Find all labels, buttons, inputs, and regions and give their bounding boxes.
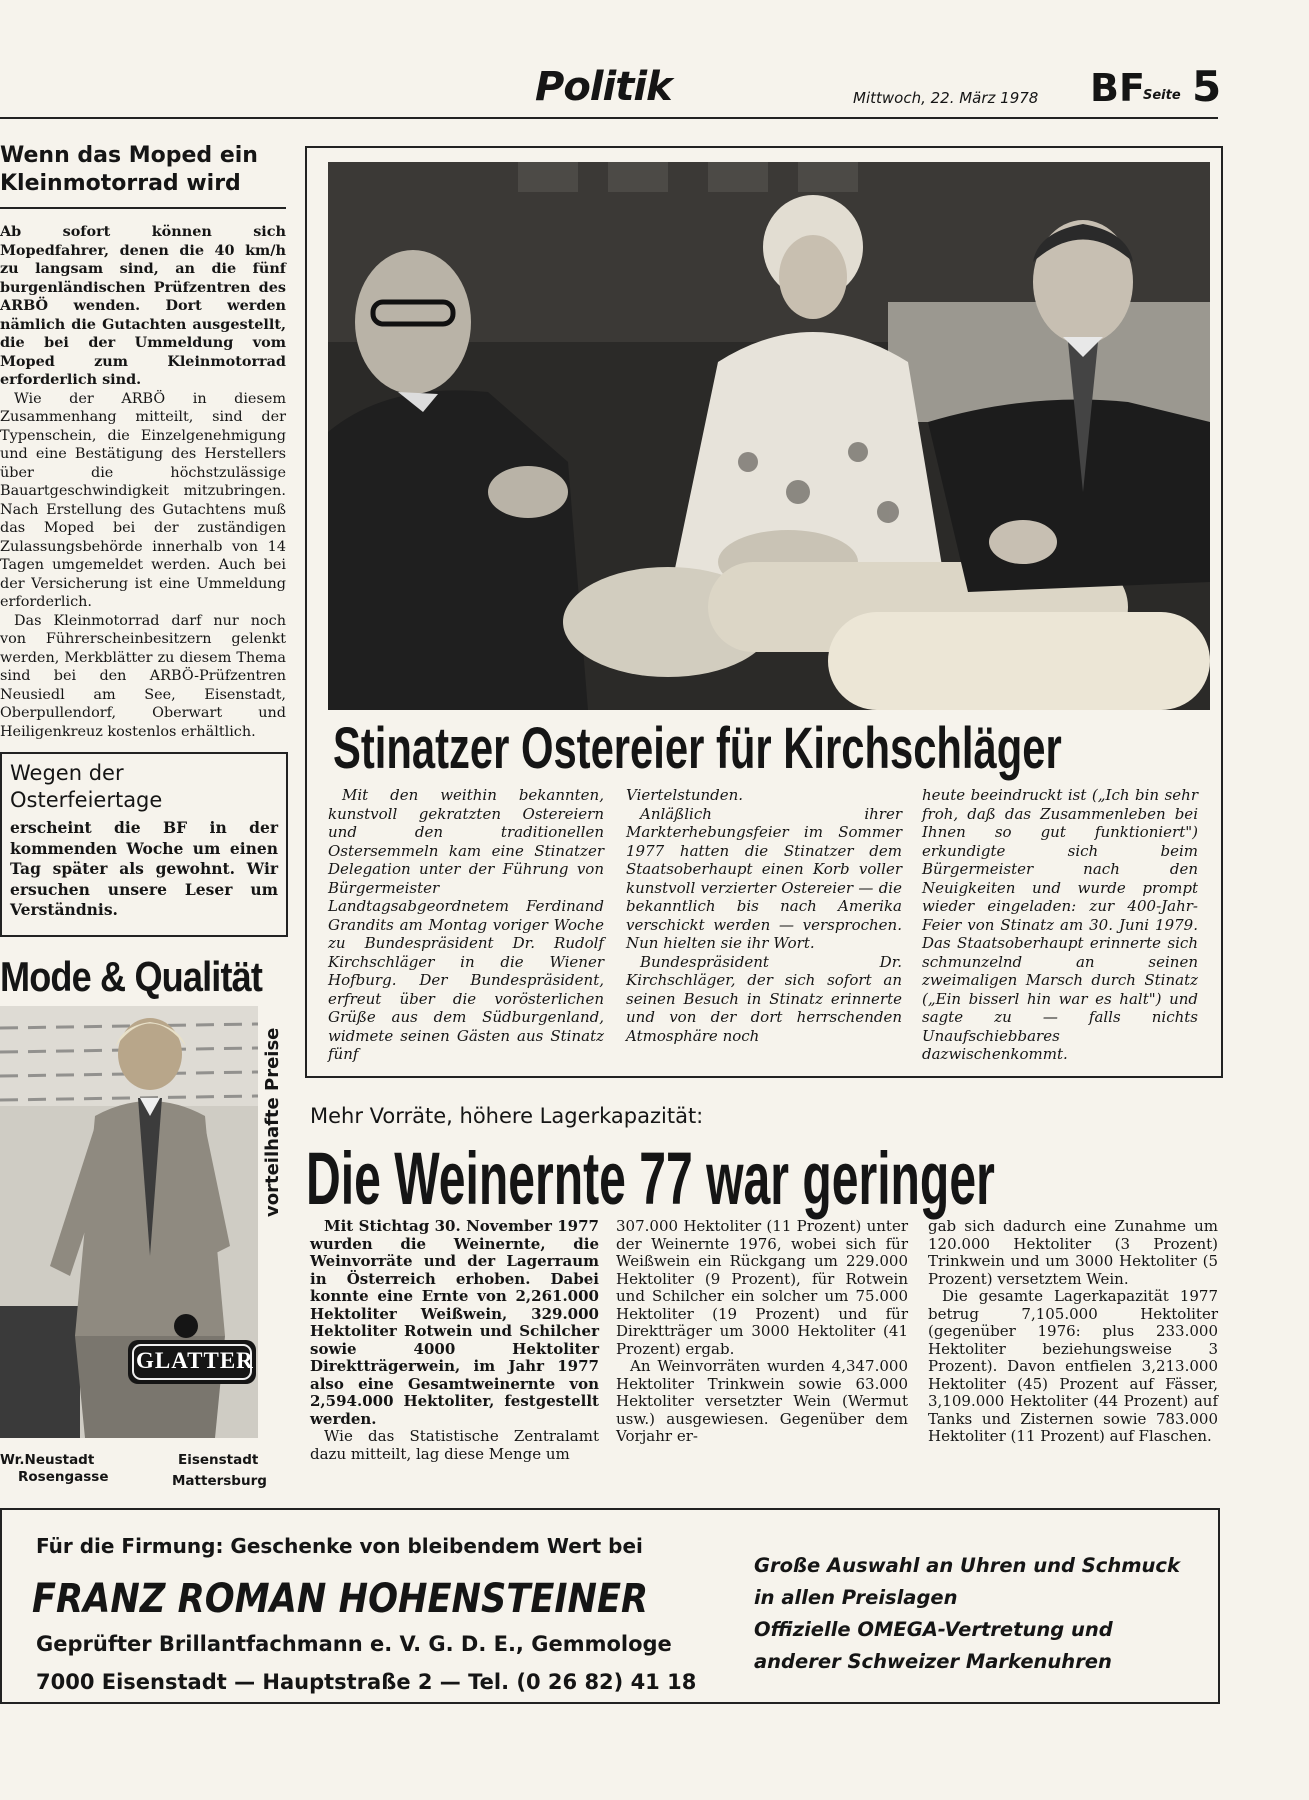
offer-line-3: Offizielle OMEGA-Vertretung und: [754, 1618, 1113, 1641]
moped-para1: Wie der ARBÖ in diesem Zusammenhang mitteilt, sind der Typenschein, die Einzelgenehmigung und eine Bestätigung des Herstellers über die höchstzulässige Bauartgeschwindigkeit mitzubringen. Nach Erstellung des Gutachtens muß das Moped bei der zuständigen Zulassungsbehörde innerhalb von 14 Tagen umgemeldet werden. Auch bei der Versicherung ist eine Ummeldung erforderlich.: [0, 390, 286, 610]
easter-col1-text: Mit den weithin bekannten, kunstvoll gekratzten Ostereiern und den traditionellen Ostersemmeln kam eine Stinatzer Delegation unter der Führung von Bürgermeister Landtagsabgeordnetem Ferdinand Grandits am Montag voriger Woche zu Bundespräsident Dr. Rudolf Kirchschläger in die Wiener Hofburg. Der Bundespräsident, erfreut über die vorösterlichen Grüße aus dem Südburgenland, widmete seinen Gästen aus Stinatz fünf: [328, 786, 604, 1063]
location2-street: Mattersburg: [172, 1473, 267, 1489]
jeweler-offers: [754, 1550, 1180, 1678]
issue-date: Mittwoch, 22. März 1978: [853, 89, 1039, 107]
jeweler-address: 7000 Eisenstadt — Hauptstraße 2 — Tel. (0 26 82) 41 18: [36, 1670, 697, 1694]
wine-col2b: An Weinvorräten wurden 4,347.000 Hektoliter Trinkwein sowie 63.000 Hektoliter versetzter Wein (Wermut usw.) ausgewiesen. Gegenüber dem Vorjahr er-: [616, 1357, 908, 1445]
easter-headline: Stinatzer Ostereier für Kirchschläger: [333, 716, 1062, 781]
easter-col3-text: heute beeindruckt ist („Ich bin sehr froh, daß das Zusammenleben bei Ihnen so gut funktioniert") erkundigte sich beim Bürgermeister nach den Neuigkeiten und wurde prompt wieder eingeladen: zur 400-Jahr-Feier von Stinatz am 30. Juni 1979. Das Staatsoberhaupt erinnerte sich schmunzelnd an seinen zweimaligen Marsch durch Stinatz („Ein bisserl hin war es halt") und sagte zu — falls nichts Unaufschiebbares dazwischenkommt.: [922, 786, 1198, 1063]
easter-col-1: [328, 786, 604, 1064]
jeweler-name: FRANZ ROMAN HOHENSTEINER: [32, 1576, 649, 1622]
wine-col-3: [928, 1218, 1218, 1446]
fashion-ad-slogan: vorteilhafte Preise: [262, 1027, 283, 1217]
wine-kicker: Mehr Vorräte, höhere Lagerkapazität:: [310, 1104, 704, 1128]
moped-title-line1: Wenn das Moped ein: [0, 143, 258, 168]
wine-col3a: gab sich dadurch eine Zunahme um 120.000 Hektoliter (3 Prozent) Trinkwein und um 3000 Hektoliter (5 Prozent) versetztem Wein.: [928, 1217, 1218, 1288]
offer-line-1: Große Auswahl an Uhren und Schmuck: [754, 1554, 1180, 1577]
moped-lead: Ab sofort können sich Mopedfahrer, denen die 40 km/h zu langsam sind, an die fünf burgenländischen Prüfzentren des ARBÖ wenden. Dort werden nämlich die Gutachten ausgestellt, die bei der Ummeldung vom Moped zum Kleinmotorrad erforderlich sind.: [0, 223, 286, 388]
easter-photo: [328, 162, 1210, 710]
easter-col2a-text: Viertelstunden.: [626, 786, 744, 804]
notice-title-line2: Osterfeiertage: [10, 788, 163, 812]
offer-line-2: in allen Preislagen: [754, 1586, 958, 1609]
glatter-brand: GLATTER: [136, 1348, 254, 1373]
wine-lead: Mit Stichtag 30. November 1977 wurden die Weinernte, die Weinvorräte und der Lagerraum in Österreich erhoben. Dabei konnte eine Ernte von 2,261.000 Hektoliter Weißwein, 329.000 Hektoliter Rotwein und Schilcher sowie 4000 Hektoliter Direktträgerwein, im Jahr 1977 also eine Gesamtweinernte von 2,594.000 Hektoliter, festgestellt werden.: [310, 1217, 599, 1428]
moped-para2: Das Kleinmotorrad darf nur noch von Führerscheinbesitzern gelenkt werden, Merkblätter zu diesem Thema sind bei den ARBÖ-Prüfzentren Neusiedl am See, Eisenstadt, Oberpullendorf, Oberwart und Heiligenkreuz kostenlos erhältlich.: [0, 612, 286, 740]
newspaper-logo: BF: [1090, 66, 1145, 110]
easter-col-2: [626, 786, 902, 1045]
location2-city: Eisenstadt: [178, 1452, 259, 1468]
moped-title-line2: Kleinmotorrad wird: [0, 171, 241, 196]
easter-col2c-text: Bundespräsident Dr. Kirchschläger, der sich sofort an seinen Besuch in Stinatz erinnerte und von der dort herrschenden Atmosphäre noch: [626, 952, 902, 1045]
jeweler-qualification: Geprüfter Brillantfachmann e. V. G. D. E., Gemmologe: [36, 1632, 672, 1656]
fashion-ad-photo: [0, 1006, 258, 1438]
holiday-notice: [0, 752, 288, 937]
wine-col3b: Die gesamte Lagerkapazität 1977 betrug 7,105.000 Hektoliter (gegenüber 1976: plus 233.000 Hektoliter beziehungsweise 3 Prozent). Davon entfielen 3,213.000 Hektoliter (45) Prozent auf Fässer, 3,109.000 Hektoliter (44 Prozent) auf Tanks und Zisternen sowie 783.000 Hektoliter (11 Prozent) auf Flaschen.: [928, 1287, 1218, 1445]
page-number: 5: [1192, 62, 1222, 111]
wine-col1-end: Wie das Statistische Zentralamt dazu mitteilt, lag diese Menge um: [310, 1427, 599, 1463]
moped-title-rule: [0, 207, 286, 209]
fashion-ad-location-2: [172, 1452, 267, 1490]
location1-street: Rosengasse: [18, 1469, 109, 1485]
wine-col-1: [310, 1218, 599, 1463]
wine-col-2: [616, 1218, 908, 1446]
jeweler-tagline: Für die Firmung: Geschenke von bleibendem Wert bei: [36, 1534, 643, 1558]
page-label: Seite: [1143, 88, 1181, 103]
easter-col-3: [922, 786, 1198, 1064]
press-photo-illustration: [328, 162, 1210, 710]
header-rule: [0, 117, 1218, 119]
wine-headline: Die Weinernte 77 war geringer: [306, 1137, 995, 1220]
location1-city: Wr.Neustadt: [0, 1452, 95, 1468]
notice-title-line1: Wegen der: [10, 761, 124, 785]
wine-col2a: 307.000 Hektoliter (11 Prozent) unter der Weinernte 1976, wobei sich für Weißwein ein Rückgang um 229.000 Hektoliter (9 Prozent), für Rotwein und Schilcher ein solcher um 75.000 Hektoliter (19 Prozent) und für Direktträger um 3000 Hektoliter (41 Prozent) ergab.: [616, 1217, 908, 1358]
fashion-ad-location-1: [0, 1452, 108, 1486]
easter-col2b-text: Anläßlich ihrer Markterhebungsfeier im Sommer 1977 hatten die Stinatzer dem Staatsoberhaupt einen Korb voller kunstvoll verzierter Ostereier — die bekanntlich bis nach Amerika verschickt werden — versprochen. Nun hielten sie ihr Wort.: [626, 804, 902, 952]
moped-article: [0, 142, 286, 741]
offer-line-4: anderer Schweizer Markenuhren: [754, 1650, 1112, 1673]
section-title: Politik: [535, 64, 672, 110]
fashion-ad-title: Mode & Qualität: [0, 953, 263, 1000]
notice-body: erscheint die BF in der kommenden Woche um einen Tag später als gewohnt. Wir ersuchen unsere Leser um Verständnis.: [10, 818, 278, 919]
